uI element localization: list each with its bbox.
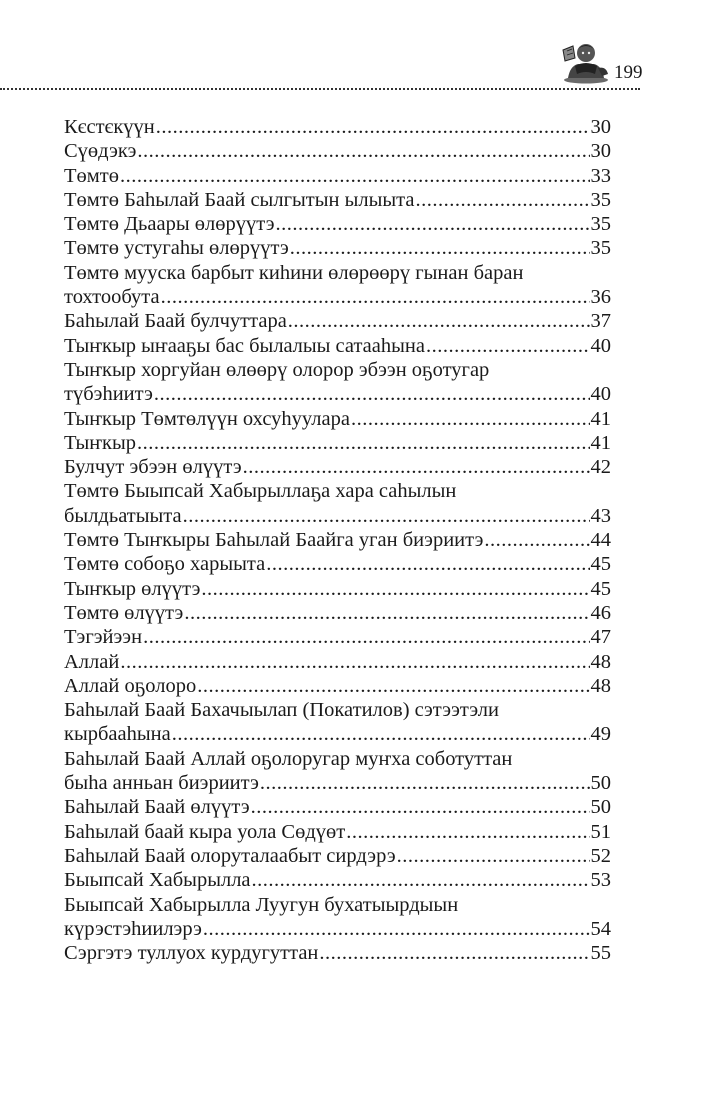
toc-entry-page-number: 44 [590, 529, 611, 552]
toc-entry-page-number: 36 [590, 286, 611, 309]
dot-leader [397, 844, 590, 868]
toc-entry-page-number: 47 [590, 626, 611, 649]
toc-entry-page-number: 49 [590, 723, 611, 746]
toc-entry-title: тохтообута [64, 286, 160, 309]
toc-entry-page-number: 54 [590, 917, 611, 940]
toc-entry-page-number: 45 [590, 577, 611, 600]
toc-entry-title: Баһылай Баай олоруталаабыт сирдэрэ [64, 844, 396, 867]
toc-entry-line [64, 820, 611, 844]
toc-entry [64, 552, 611, 576]
toc-entry-page-number: 37 [590, 310, 611, 333]
toc-entry [64, 115, 611, 139]
toc-entry-title: Баһылай баай кыра уола Сөдүөт [64, 820, 346, 843]
toc-entry-title: Тыҥкыр өлүүтэ [64, 577, 201, 600]
toc-entry-title: Сүөдэкэ [64, 140, 137, 163]
toc-entry [64, 455, 611, 479]
toc-entry-line [64, 382, 611, 406]
toc-entry [64, 358, 611, 407]
toc-entry-line [64, 115, 611, 139]
dot-leader [183, 504, 590, 528]
toc-entry-title: күрэстэһиилэрэ [64, 917, 202, 940]
toc-entry [64, 650, 611, 674]
toc-entry [64, 212, 611, 236]
toc-entry-page-number: 46 [590, 601, 611, 624]
toc-entry-title-line-1: Баһылай Баай Бахачыылап (Покатилов) сэтээтэли [64, 699, 499, 722]
toc-entry-page-number: 50 [590, 772, 611, 795]
dot-leader [351, 407, 590, 431]
dot-leader [156, 115, 590, 139]
toc-entry-line [64, 577, 611, 601]
toc-entry [64, 407, 611, 431]
toc-entry [64, 820, 611, 844]
toc-entry-page-number: 41 [590, 431, 611, 454]
toc-entry-title: Төмтө өлүүтэ [64, 601, 184, 624]
dot-leader [484, 528, 589, 552]
toc-entry-title: Төмтө Баһылай Баай сылгытын ылыыта [64, 188, 415, 211]
toc-entry-title: Баһылай Баай өлүүтэ [64, 796, 250, 819]
toc-entry [64, 795, 611, 819]
toc-entry-line [64, 844, 611, 868]
toc-entry-title: Быыпсай Хабырылла [64, 869, 251, 892]
toc-entry [64, 577, 611, 601]
toc-entry-line [64, 917, 611, 941]
page-number: 199 [614, 62, 643, 83]
toc-entry-line [64, 795, 611, 819]
toc-entry [64, 698, 611, 747]
toc-entry-title: Төмтө устугаһы өлөрүүтэ [64, 237, 289, 260]
toc-entry-title: Төмтө Дьаары өлөрүүтэ [64, 213, 275, 236]
dot-leader [251, 795, 590, 819]
toc-entry [64, 334, 611, 358]
dot-leader [426, 334, 590, 358]
toc-entry-line [64, 431, 611, 455]
dot-leader [276, 212, 590, 236]
dot-leader [184, 601, 589, 625]
toc-entry-title: Баһылай Баай булчуттара [64, 310, 287, 333]
dot-leader [120, 164, 590, 188]
toc-entry-title: Кєстєкүүн [64, 116, 155, 138]
toc-entry-title: түбэһиитэ [64, 383, 153, 406]
toc-entry-page-number: 40 [590, 383, 611, 406]
toc-entry-page-number: 35 [590, 237, 611, 260]
toc-entry-page-number: 42 [590, 456, 611, 479]
dot-leader [120, 650, 589, 674]
dot-leader [346, 820, 589, 844]
toc-entry-line [64, 309, 611, 333]
dot-leader [290, 236, 590, 260]
dot-leader [197, 674, 589, 698]
dot-leader [243, 455, 590, 479]
toc-entry [64, 941, 611, 965]
toc-entry-page-number: 55 [590, 942, 611, 965]
toc-entry-page-number: 35 [590, 188, 611, 211]
toc-entry [64, 188, 611, 212]
toc-entry [64, 139, 611, 163]
toc-entry-page-number: 48 [590, 674, 611, 697]
toc-entry [64, 893, 611, 942]
toc-entry-title: Тыҥкыр ыҥааҕы бас былaлыы сатааһына [64, 334, 425, 357]
toc-entry [64, 625, 611, 649]
toc-entry-title: Сэргэтэ туллуох курдугуттан [64, 942, 319, 965]
dot-leader [203, 917, 590, 941]
toc-entry-line [64, 212, 611, 236]
toc-entry-title: Төмтө собоҕо харыыта [64, 553, 266, 576]
toc-entry [64, 431, 611, 455]
dot-leader [137, 139, 589, 163]
toc-entry [64, 309, 611, 333]
toc-entry [64, 868, 611, 892]
dot-leader [252, 868, 590, 892]
toc-entry-line [64, 164, 611, 188]
toc-entry [64, 164, 611, 188]
toc-entry-page-number: 48 [590, 650, 611, 673]
toc-entry-line [64, 625, 611, 649]
toc-entry-line [64, 722, 611, 746]
toc-entry-line [64, 334, 611, 358]
dot-leader [143, 625, 589, 649]
figure-with-book-logo-icon [558, 36, 614, 84]
dot-leader [172, 722, 590, 746]
dot-leader [415, 188, 589, 212]
toc-entry-line [64, 407, 611, 431]
dot-leader [137, 431, 589, 455]
toc-entry-page-number: 53 [590, 869, 611, 892]
toc-entry-title-line-1: Тыҥкыр хоргуйан өлөөрү олорор эбээн оҕотугар [64, 358, 490, 381]
table-of-contents [64, 115, 611, 965]
toc-entry-title-line-1: Төмтө Быыпсай Хабырыллаҕа хара саһылын [64, 480, 457, 503]
dot-leader [154, 382, 590, 406]
toc-entry [64, 844, 611, 868]
toc-entry-page-number: 52 [590, 844, 611, 867]
toc-entry-title: Тыҥкыр [64, 431, 137, 454]
toc-entry [64, 601, 611, 625]
toc-entry-title: Булчут эбээн өлүүтэ [64, 456, 242, 479]
toc-entry-line [64, 139, 611, 163]
dot-leader [201, 577, 589, 601]
toc-entry-title: Тыҥкыр Төмтөлүүн охсуһуулара [64, 407, 350, 430]
toc-entry-line [64, 674, 611, 698]
toc-entry-line [64, 868, 611, 892]
dotted-header-divider [0, 88, 640, 90]
toc-entry-line [64, 601, 611, 625]
dot-leader [288, 309, 590, 333]
toc-entry-page-number: 41 [590, 407, 611, 430]
toc-entry-line [64, 650, 611, 674]
toc-entry-title: Төмтө Тыҥкыры Баһылай Баайга уган биэриитэ [64, 529, 484, 552]
toc-entry-line [64, 285, 611, 309]
toc-entry-title: кырбааһына [64, 723, 171, 746]
dot-leader [319, 941, 589, 965]
toc-entry-page-number: 35 [590, 213, 611, 236]
toc-entry-page-number: 40 [590, 334, 611, 357]
toc-entry-page-number: 51 [590, 820, 611, 843]
toc-entry [64, 479, 611, 528]
toc-entry-title: былдьатыыта [64, 504, 182, 527]
toc-entry [64, 261, 611, 310]
toc-entry-title-line-1: Баһылай Баай Аллай оҕолоругар муҥха соботуттан [64, 747, 513, 770]
dot-leader [260, 771, 590, 795]
toc-entry-page-number: 43 [590, 504, 611, 527]
page-header [0, 0, 706, 92]
toc-entry-title: Төмтө [64, 164, 119, 187]
toc-entry-line [64, 552, 611, 576]
toc-entry-title-line-1: Төмтө муускa барбыт киһини өлөрөөрү гынан баран [64, 261, 524, 284]
toc-entry-page-number: 30 [590, 140, 611, 163]
toc-entry-title: Тэгэйээн [64, 626, 143, 649]
toc-entry [64, 528, 611, 552]
toc-entry-title-line-1: Быыпсай Хабырылла Луугун бухатыырдыын [64, 893, 459, 916]
toc-entry-line [64, 504, 611, 528]
toc-entry-title: быһа анньан биэриитэ [64, 772, 259, 795]
toc-entry-line [64, 941, 611, 965]
toc-entry-title: Аллай [64, 650, 120, 673]
dot-leader [266, 552, 589, 576]
toc-entry-line [64, 236, 611, 260]
toc-entry-line [64, 528, 611, 552]
toc-entry-line [64, 771, 611, 795]
toc-entry [64, 236, 611, 260]
toc-entry-line [64, 455, 611, 479]
toc-entry-page-number: 45 [590, 553, 611, 576]
toc-entry-title: Аллай оҕолоро [64, 674, 197, 697]
toc-entry-page-number: 50 [590, 796, 611, 819]
toc-entry-line [64, 188, 611, 212]
toc-entry [64, 747, 611, 796]
dot-leader [161, 285, 590, 309]
toc-entry [64, 674, 611, 698]
toc-entry-page-number: 30 [590, 116, 611, 138]
toc-entry-page-number: 33 [590, 164, 611, 187]
